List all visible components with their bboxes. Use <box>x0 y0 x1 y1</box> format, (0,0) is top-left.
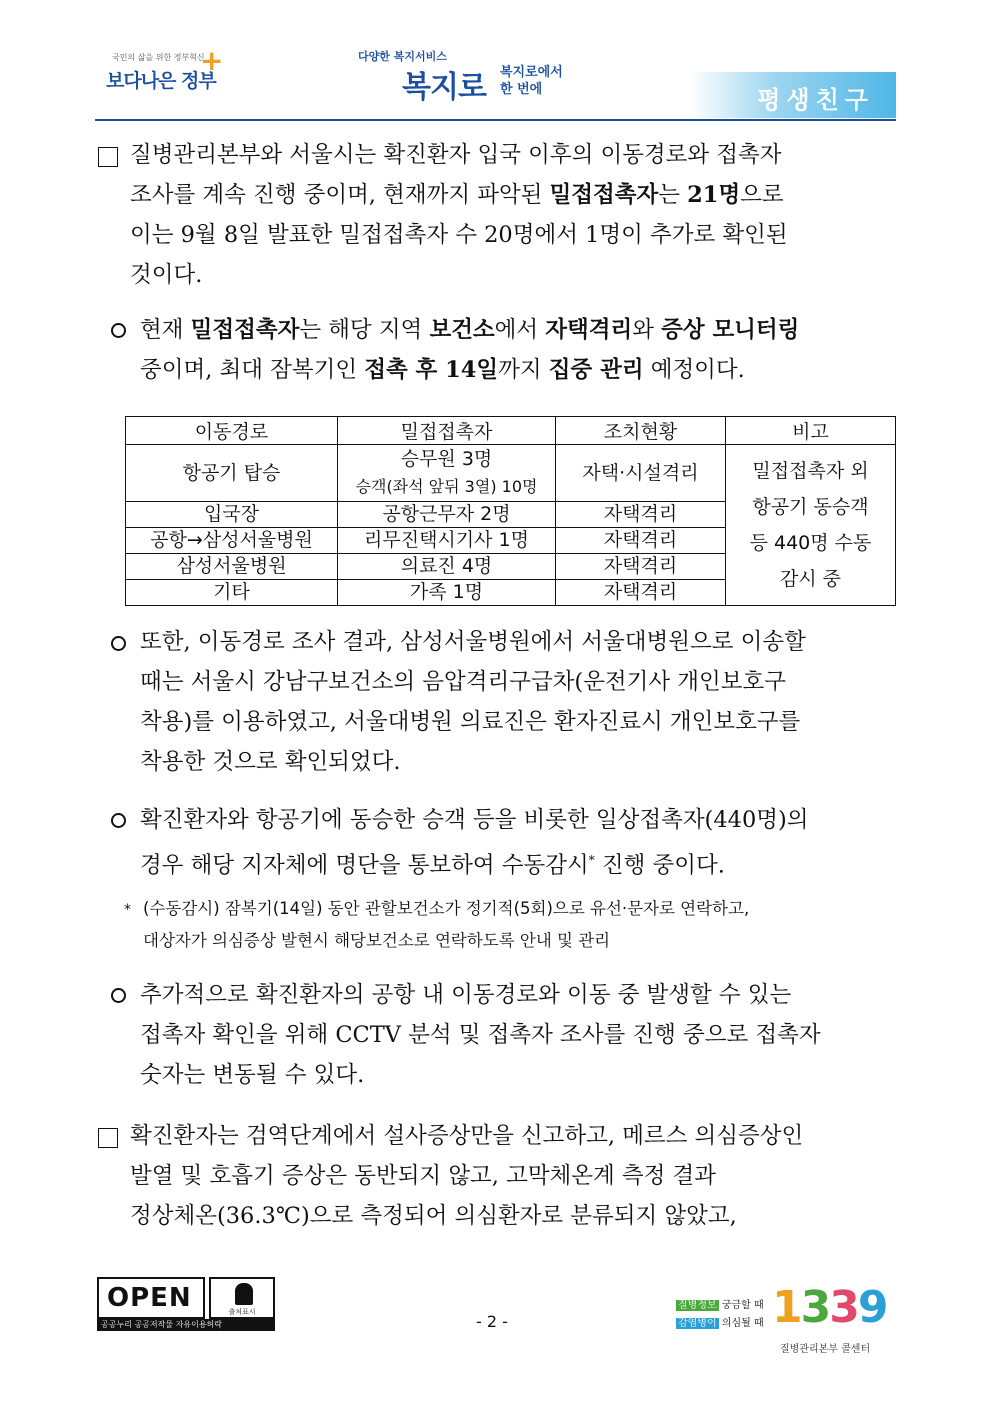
table-cell-line: 승객(좌석 앞뒤 3열) 10명 <box>355 477 538 496</box>
table-header: 밀접접촉자 <box>338 417 556 445</box>
govt-logo-text: 보다나은 정부 <box>106 70 216 92</box>
bullet4-line1: 추가적으로 확진환자의 공항 내 이동경로와 이동 중 발생할 수 있는 <box>140 982 792 1008</box>
emphasis: 밀접접촉자 <box>549 182 659 208</box>
emphasis: 자택격리 <box>545 317 633 343</box>
plus-icon: + <box>200 44 224 77</box>
cc-digit: 1 <box>772 1282 801 1333</box>
bokjiro-logo-main: 복지로 <box>402 70 486 105</box>
cc-digit: 3 <box>829 1282 858 1333</box>
bokjiro-logo-side-1: 복지로에서 <box>500 65 563 80</box>
text: 진행 중이다. <box>594 852 725 879</box>
emphasis: 접촉 후 14일 <box>364 357 499 383</box>
bokjiro-logo-side <box>500 64 563 98</box>
table-cell: 삼성서울병원 <box>126 554 338 580</box>
bullet1-paragraph <box>140 310 896 390</box>
cc-digit: 9 <box>857 1282 887 1333</box>
circle-bullet-icon <box>111 813 126 828</box>
emphasis: 보건소 <box>429 317 495 343</box>
cc-tag: 감염병이 <box>678 1318 717 1329</box>
square-bullet-icon <box>98 147 118 167</box>
section1-paragraph <box>130 135 896 295</box>
bullet3-line2 <box>140 840 896 886</box>
text: 현재 <box>140 317 191 343</box>
bullet4-line3: 숫자는 변동될 수 있다. <box>140 1062 365 1088</box>
cc-text: 궁금할 때 <box>718 1300 764 1311</box>
cc-line1 <box>676 1296 764 1311</box>
bullet2-paragraph <box>140 622 896 782</box>
govt-logo <box>100 44 230 104</box>
emphasis: 증상 모니터링 <box>661 317 800 343</box>
header-banner <box>690 72 896 118</box>
bullet1-line2 <box>140 350 896 390</box>
bullet2-line4: 착용한 것으로 확인되었다. <box>140 749 401 775</box>
bullet4-line2: 접촉자 확인을 위해 CCTV 분석 및 접촉자 조사를 진행 중으로 접촉자 <box>140 1022 821 1048</box>
square-bullet-icon <box>98 1128 118 1148</box>
text: 까지 <box>498 357 549 383</box>
govt-logo-slogan: 국민의 삶을 위한 정부혁신 <box>112 53 205 62</box>
table-cell: 자택격리 <box>556 502 726 528</box>
table-cell: 자택격리 <box>556 554 726 580</box>
cc-line2 <box>676 1314 764 1329</box>
text: 는 <box>658 182 688 208</box>
note-line: 등 440명 수동 <box>749 532 872 554</box>
table-cell: 항공기 탑승 <box>126 445 338 502</box>
table-cell: 공항근무자 2명 <box>338 502 556 528</box>
bokjiro-logo-side-2: 한 번에 <box>500 82 543 97</box>
bullet4-paragraph <box>140 975 896 1095</box>
table-header-row <box>126 417 896 445</box>
circle-bullet-icon <box>111 636 126 651</box>
attribution-box <box>209 1277 275 1319</box>
circle-bullet-icon <box>111 988 126 1003</box>
bullet2-line1: 또한, 이동경로 조사 결과, 삼성서울병원에서 서울대병원으로 이송할 <box>140 629 806 655</box>
bokjiro-logo-top: 다양한 복지서비스 <box>358 50 447 63</box>
open-license-badge <box>97 1277 277 1331</box>
section2-line2: 발열 및 호흡기 증상은 동반되지 않고, 고막체온계 측정 결과 <box>130 1163 717 1189</box>
bullet2-line2: 때는 서울시 강남구보건소의 음압격리구급차(운전기사 개인보호구 <box>140 669 786 695</box>
section2-line1: 확진환자는 검역단계에서 설사증상만을 신고하고, 메르스 의심증상인 <box>130 1123 804 1149</box>
text: 으로 <box>740 182 784 208</box>
footnote <box>143 893 903 957</box>
footnote-line1: (수동감시) 잠복기(14일) 동안 관할보건소가 정기적(5회)으로 유선·문자로 연락하고, <box>143 899 750 918</box>
table-cell: 기타 <box>126 580 338 606</box>
cc-subtitle: 질병관리본부 콜센터 <box>780 1344 871 1355</box>
section2-paragraph <box>130 1116 896 1236</box>
emphasis: 밀접접촉자 <box>190 317 300 343</box>
section2-line3: 정상체온(36.3℃)으로 측정되어 의심환자로 분류되지 않았고, <box>130 1203 737 1229</box>
text: 예정이다. <box>643 357 745 383</box>
table-cell: 자택·시설격리 <box>556 445 726 502</box>
table-header: 이동경로 <box>126 417 338 445</box>
note-line: 밀접접촉자 외 <box>752 460 869 482</box>
open-label: OPEN <box>107 1283 192 1313</box>
cc-number <box>772 1282 887 1333</box>
table-header: 조치현황 <box>556 417 726 445</box>
text: 에서 <box>494 317 546 343</box>
table-cell: 자택격리 <box>556 580 726 606</box>
note-line: 감시 중 <box>779 568 842 590</box>
table-cell-line: 승무원 3명 <box>400 448 493 470</box>
bullet2-line3: 착용)를 이용하였고, 서울대병원 의료진은 환자진료시 개인보호구를 <box>140 709 801 735</box>
text: 중이며, 최대 잠복기인 <box>140 357 365 383</box>
attribution-label: 출처표시 <box>228 1308 256 1316</box>
section1-line1: 질병관리본부와 서울시는 확진환자 입국 이후의 이동경로와 접촉자 <box>130 142 782 168</box>
table-note-cell <box>726 445 896 606</box>
section1-line3: 이는 9월 8일 발표한 밀접접촉자 수 20명에서 1명이 추가로 확인된 <box>130 222 788 248</box>
table-cell: 가족 1명 <box>338 580 556 606</box>
cc-tag: 질병정보 <box>678 1300 717 1311</box>
section1-line4: 것이다. <box>130 262 203 288</box>
cc-digit: 3 <box>800 1282 830 1333</box>
circle-bullet-icon <box>111 323 126 338</box>
section1-line2 <box>130 175 896 215</box>
table-cell: 자택격리 <box>556 528 726 554</box>
emphasis: 집중 관리 <box>548 357 644 383</box>
emphasis: 21명 <box>687 182 741 208</box>
person-icon <box>235 1283 253 1305</box>
table-cell <box>338 445 556 502</box>
banner-text: 평생친구 <box>757 86 874 114</box>
footnote-line2: 대상자가 의심증상 발현시 해당보건소로 연락하도록 안내 및 관리 <box>143 931 611 950</box>
note-line: 항공기 동승객 <box>752 496 869 518</box>
contact-table <box>125 416 896 606</box>
table-cell: 리무진택시기사 1명 <box>338 528 556 554</box>
page-number: - 2 - <box>476 1312 508 1331</box>
text: 조사를 계속 진행 중이며, 현재까지 파악된 <box>130 182 550 208</box>
table-cell: 입국장 <box>126 502 338 528</box>
call-center-logo <box>676 1282 896 1362</box>
text: 와 <box>632 317 662 343</box>
table-row <box>126 445 896 502</box>
footnote-marker: * <box>588 853 595 867</box>
open-box <box>97 1277 205 1319</box>
bullet3-paragraph <box>140 800 896 886</box>
table-cell: 공항→삼성서울병원 <box>126 528 338 554</box>
bullet3-line1: 확진환자와 항공기에 동승한 승객 등을 비롯한 일상접촉자(440명)의 <box>140 807 809 833</box>
bullet1-line1 <box>140 310 896 350</box>
bokjiro-logo <box>358 48 588 104</box>
table-cell: 의료진 4명 <box>338 554 556 580</box>
footnote-star: * <box>124 902 131 918</box>
header-divider <box>95 119 896 121</box>
cc-text: 의심될 때 <box>718 1318 764 1329</box>
table-header: 비고 <box>726 417 896 445</box>
open-license-bar: 공공누리 공공저작물 자유이용허락 <box>97 1319 275 1331</box>
text: 는 해당 지역 <box>299 317 430 343</box>
text: 경우 해당 지자체에 명단을 통보하여 수동감시 <box>140 852 589 879</box>
